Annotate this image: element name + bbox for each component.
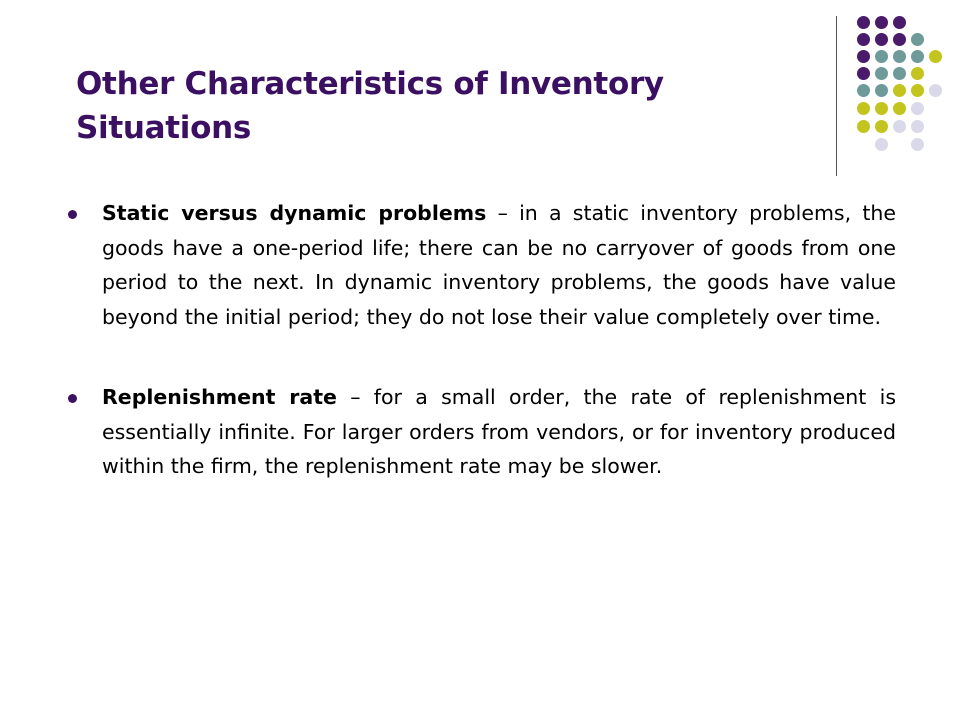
bullet-dot-icon — [68, 394, 77, 403]
slide-body — [62, 196, 896, 484]
decorative-dot — [875, 33, 888, 46]
bullet-term: Replenishment rate — [102, 385, 337, 409]
decorative-dot — [857, 120, 870, 133]
decorative-dot — [911, 67, 924, 80]
decorative-dot — [875, 50, 888, 63]
slide-title: Other Characteristics of Inventory Situations — [76, 66, 664, 146]
decorative-dot — [893, 67, 906, 80]
decorative-dot — [893, 84, 906, 97]
decorative-dot — [857, 84, 870, 97]
bullet-static-vs-dynamic — [62, 196, 896, 334]
bullet-text: – for a small order, the rate of replenishment is essentially infinite. For larger orders from vendors, or for inventory produced within the firm, the replenishment rate may be slower. — [102, 385, 896, 478]
decorative-dot — [893, 33, 906, 46]
decorative-dot — [929, 84, 942, 97]
decorative-dot — [911, 120, 924, 133]
bullet-replenishment-rate — [62, 380, 896, 484]
bullet-dot-icon — [68, 210, 77, 219]
decorative-dot — [875, 120, 888, 133]
decorative-dot — [911, 84, 924, 97]
decorative-dot — [875, 16, 888, 29]
decorative-dot — [929, 50, 942, 63]
decorative-dot — [911, 138, 924, 151]
decorative-dot — [893, 50, 906, 63]
title-divider-line — [836, 16, 837, 176]
decorative-dot — [875, 102, 888, 115]
decorative-dot — [911, 102, 924, 115]
decorative-dot — [875, 67, 888, 80]
decorative-dot — [893, 120, 906, 133]
decorative-dot — [893, 16, 906, 29]
decorative-dot — [911, 33, 924, 46]
decorative-dot — [875, 138, 888, 151]
decorative-dot — [875, 84, 888, 97]
decorative-dot — [857, 67, 870, 80]
decorative-dot — [857, 33, 870, 46]
decorative-dot — [857, 16, 870, 29]
decorative-dot — [857, 50, 870, 63]
decorative-dot — [893, 102, 906, 115]
bullet-text: – in a static inventory problems, the goods have a one-period life; there can be no carryover of goods from one period to the next. In dynamic inventory problems, the goods have value beyond the initial period; they do not lose their value completely over time. — [102, 201, 896, 329]
bullet-term: Static versus dynamic problems — [102, 201, 487, 225]
decorative-dot — [857, 102, 870, 115]
decorative-dot — [911, 50, 924, 63]
